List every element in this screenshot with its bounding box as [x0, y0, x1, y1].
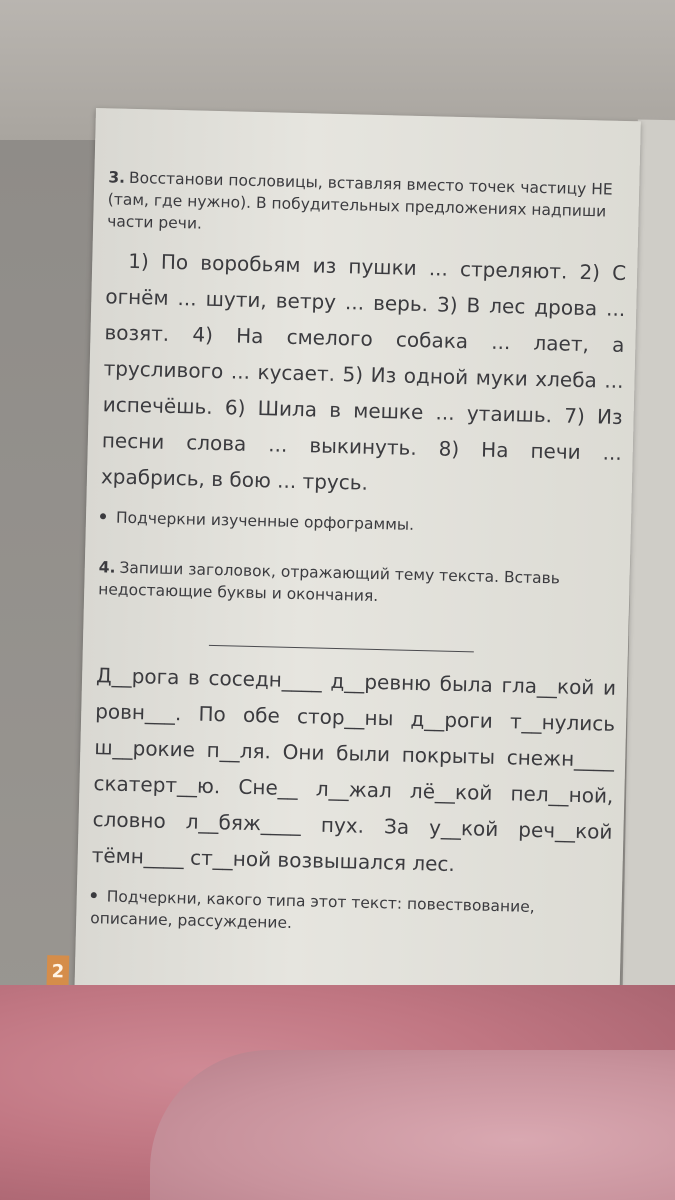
- task3-proverbs: 1) По воробьям из пушки ... стреляют. 2) С огнём ... шути, ветру ... верь. 3) В лес дрова ... возят. 4) На смелого собака ... лает, а трусливого ... кусает. 5) Из одной муки хлеба ... испечёшь. 6) Шила в мешке ... утаишь. 7) Из песни слова ... выкинуть. 8) На печи ... храбрись, в бою ... трусь.: [100, 248, 627, 495]
- bullet-icon: [100, 513, 106, 519]
- pink-fabric-fold: [150, 1050, 675, 1200]
- task3-number: 3.: [108, 168, 126, 187]
- task4-bullet: [90, 885, 611, 942]
- task3-instruction-text: Восстанови пословицы, вставляя вместо точек частицу НЕ (там, где нужно). В побудительных предложениях надпиши части речи.: [107, 168, 613, 233]
- task4: [90, 556, 619, 942]
- task3-instruction: [107, 166, 628, 245]
- task4-instruction: [98, 556, 619, 613]
- page-number: 2: [46, 955, 69, 990]
- title-answer-line: [209, 645, 474, 652]
- task4-number: 4.: [98, 558, 116, 577]
- task4-instruction-text: Запиши заголовок, отражающий тему текста. Вставь недостающие буквы и окончания.: [98, 558, 561, 606]
- task3-bullet: [100, 506, 620, 541]
- task3-bullet-text: Подчеркни изученные орфограммы.: [115, 508, 415, 534]
- bullet-icon: [91, 892, 97, 898]
- workbook-page: [51, 108, 641, 1041]
- task4-bullet-text: Подчеркни, какого типа этот текст: повествование, описание, рассуждение.: [89, 887, 535, 933]
- task4-text: Д__рога в соседн____ д__ревню была гла__кой и ровн___. По обе стор__ны д__роги т__нулись ш__рокие п__ля. Они были покрыты снежн____ скатерт__ю. Сне__ л__жал лё__кой пел__ной, словно л__бяж____ пух. За у__кой реч__кой тёмн____ ст__ной возвышался лес.: [91, 663, 617, 876]
- page-content: [90, 166, 628, 941]
